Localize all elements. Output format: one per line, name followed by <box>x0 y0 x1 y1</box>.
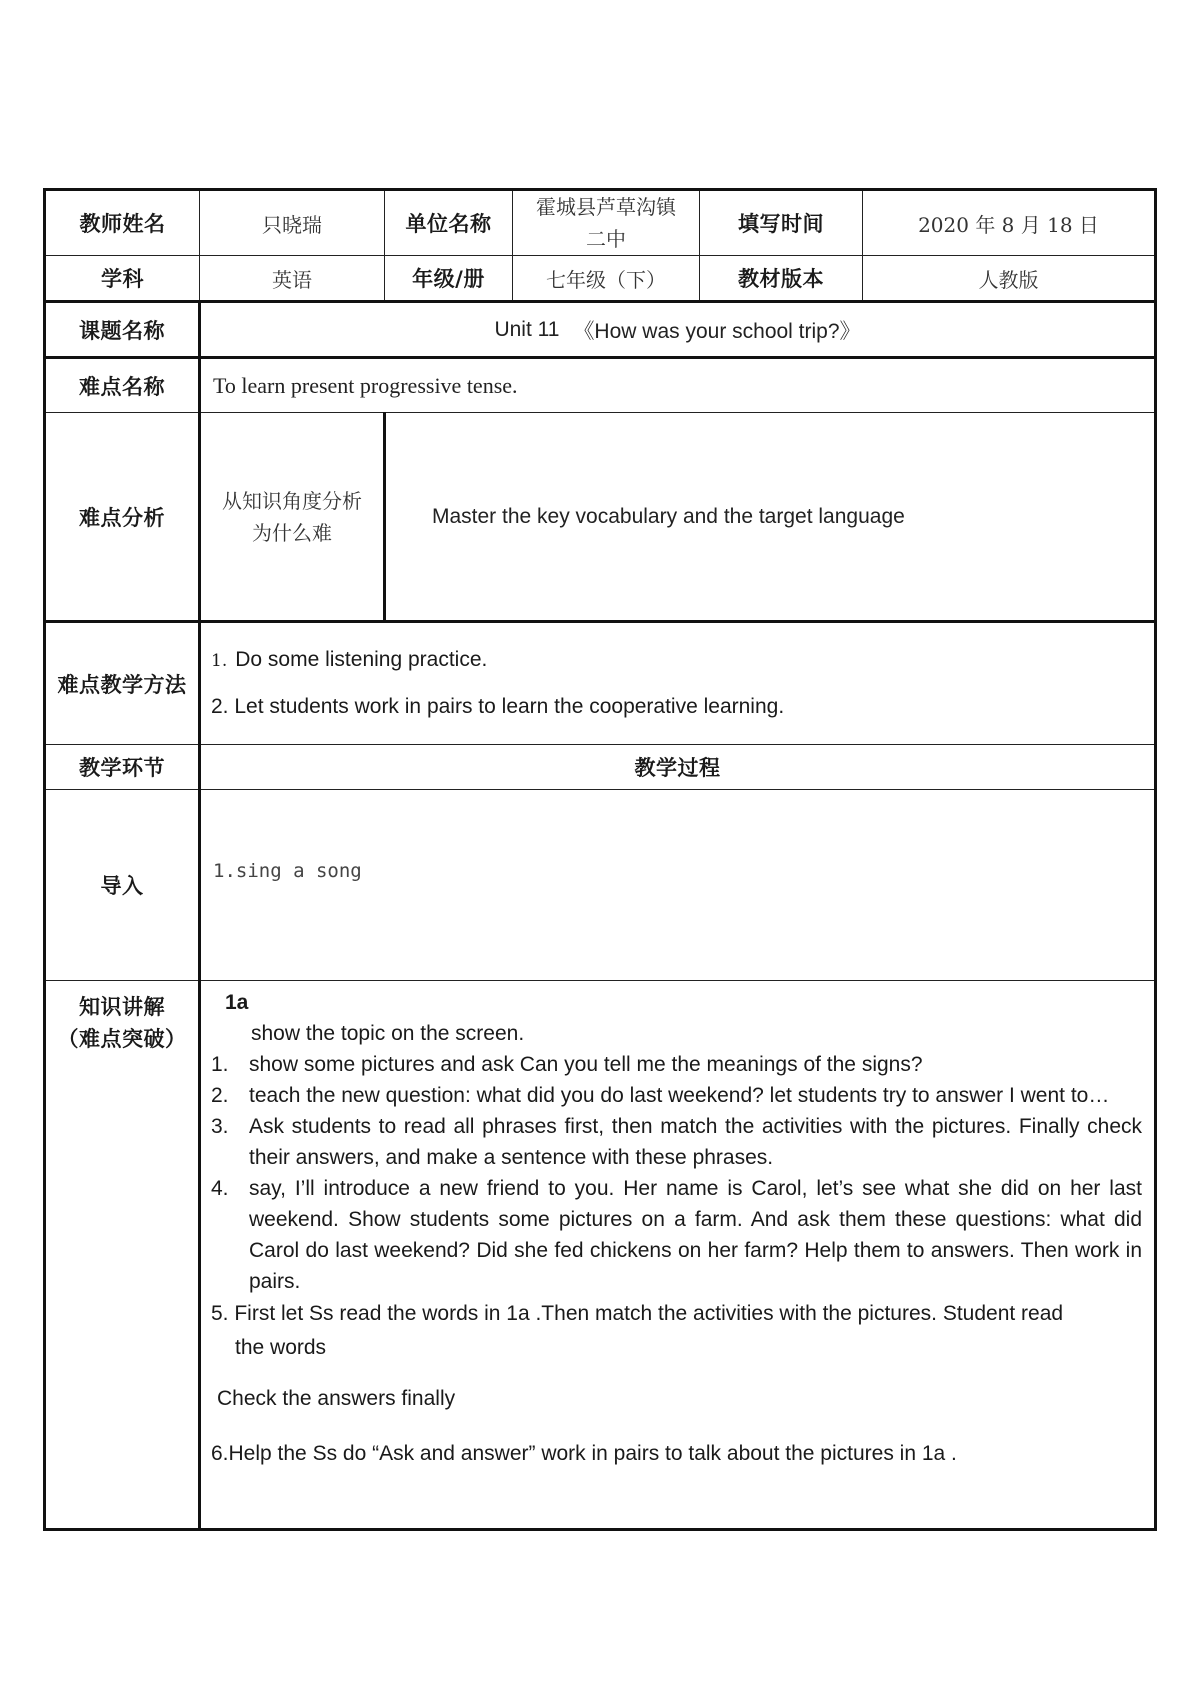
difficulty-value: To learn present progressive tense. <box>200 358 1156 413</box>
analysis-sub-label-line2: 为什么难 <box>252 520 332 545</box>
knowledge-label-line2: （难点突破） <box>57 1027 187 1051</box>
intro-label: 导入 <box>45 790 200 981</box>
intro-text: 1.sing a song <box>213 860 362 882</box>
difficulty-row <box>45 358 1156 413</box>
knowledge-step: 4. say, I’ll introduce a new friend to you. Her name is Carol, let’s see what she did on her last weekend. Show students some pictures on a farm. And ask them these questions: what did Carol do last weekend? Did she fed chickens on her farm? Help them to answers. Then work in pairs. <box>211 1177 1142 1293</box>
grade-label: 年级/册 <box>385 256 513 302</box>
process-header-label: 教学过程 <box>200 745 1156 790</box>
knowledge-content <box>200 981 1156 1530</box>
knowledge-intro: show the topic on the screen. <box>251 1022 525 1045</box>
method-item-1-text: Do some listening practice. <box>235 648 488 671</box>
intro-value <box>200 790 1156 981</box>
stage-header-label: 教学环节 <box>45 745 200 790</box>
intro-row <box>45 790 1156 981</box>
subject-label: 学科 <box>45 256 200 302</box>
grade-value: 七年级（下） <box>513 256 700 302</box>
knowledge-steps <box>211 1049 1142 1297</box>
knowledge-step: 1. show some pictures and ask Can you tell me the meanings of the signs? <box>211 1053 923 1076</box>
analysis-value: Master the key vocabulary and the target language <box>385 413 1156 622</box>
fill-date-label: 填写时间 <box>700 190 863 256</box>
fill-date-value: 2020 年 8 月 18 日 <box>863 190 1156 256</box>
knowledge-step-5-continued: the words <box>235 1336 327 1359</box>
unit-name-line1: 霍城县芦草沟镇 <box>536 195 676 219</box>
knowledge-row <box>45 981 1156 1530</box>
method-row <box>45 622 1156 745</box>
header-row-2 <box>45 256 1156 302</box>
unit-name-label: 单位名称 <box>385 190 513 256</box>
topic-value <box>200 302 1156 358</box>
teacher-name-value: 只晓瑞 <box>200 190 385 256</box>
unit-name-value <box>513 190 700 256</box>
difficulty-label: 难点名称 <box>45 358 200 413</box>
topic-row <box>45 302 1156 358</box>
knowledge-check: Check the answers finally <box>217 1387 456 1410</box>
method-item-1-number: 1. <box>211 651 228 671</box>
method-label: 难点教学方法 <box>45 622 200 745</box>
teacher-name-label: 教师姓名 <box>45 190 200 256</box>
method-item-2: 2. Let students work in pairs to learn the cooperative learning. <box>211 695 785 718</box>
analysis-sub-label <box>200 413 385 622</box>
unit-name-line2: 二中 <box>586 227 626 251</box>
analysis-label: 难点分析 <box>45 413 200 622</box>
analysis-row <box>45 413 1156 622</box>
method-item-1 <box>211 637 1144 684</box>
topic-unit: Unit 11 <box>494 317 560 341</box>
analysis-sub-label-line1: 从知识角度分析 <box>222 488 362 513</box>
knowledge-step: 3. Ask students to read all phrases first, then match the activities with the pictures. Finally check their answers, and make a sentence with these phrases. <box>211 1115 1142 1169</box>
topic-title: 《How was your school trip?》 <box>573 319 861 343</box>
knowledge-step-6: 6.Help the Ss do “Ask and answer” work in pairs to talk about the pictures in 1a . <box>211 1442 957 1465</box>
knowledge-step: 2. teach the new question: what did you do last weekend? let students try to answer I went to… <box>211 1084 1110 1107</box>
edition-label: 教材版本 <box>700 256 863 302</box>
lesson-plan-table <box>43 188 1157 1531</box>
topic-label: 课题名称 <box>45 302 200 358</box>
subject-value: 英语 <box>200 256 385 302</box>
method-value <box>200 622 1156 745</box>
knowledge-label-line1: 知识讲解 <box>79 995 165 1019</box>
edition-value: 人教版 <box>863 256 1156 302</box>
process-header-row <box>45 745 1156 790</box>
knowledge-step-5: 5. First let Ss read the words in 1a .Then match the activities with the pictures. Student read <box>211 1302 1064 1325</box>
header-row-1 <box>45 190 1156 256</box>
knowledge-label <box>45 981 200 1530</box>
knowledge-heading: 1a <box>225 991 249 1014</box>
